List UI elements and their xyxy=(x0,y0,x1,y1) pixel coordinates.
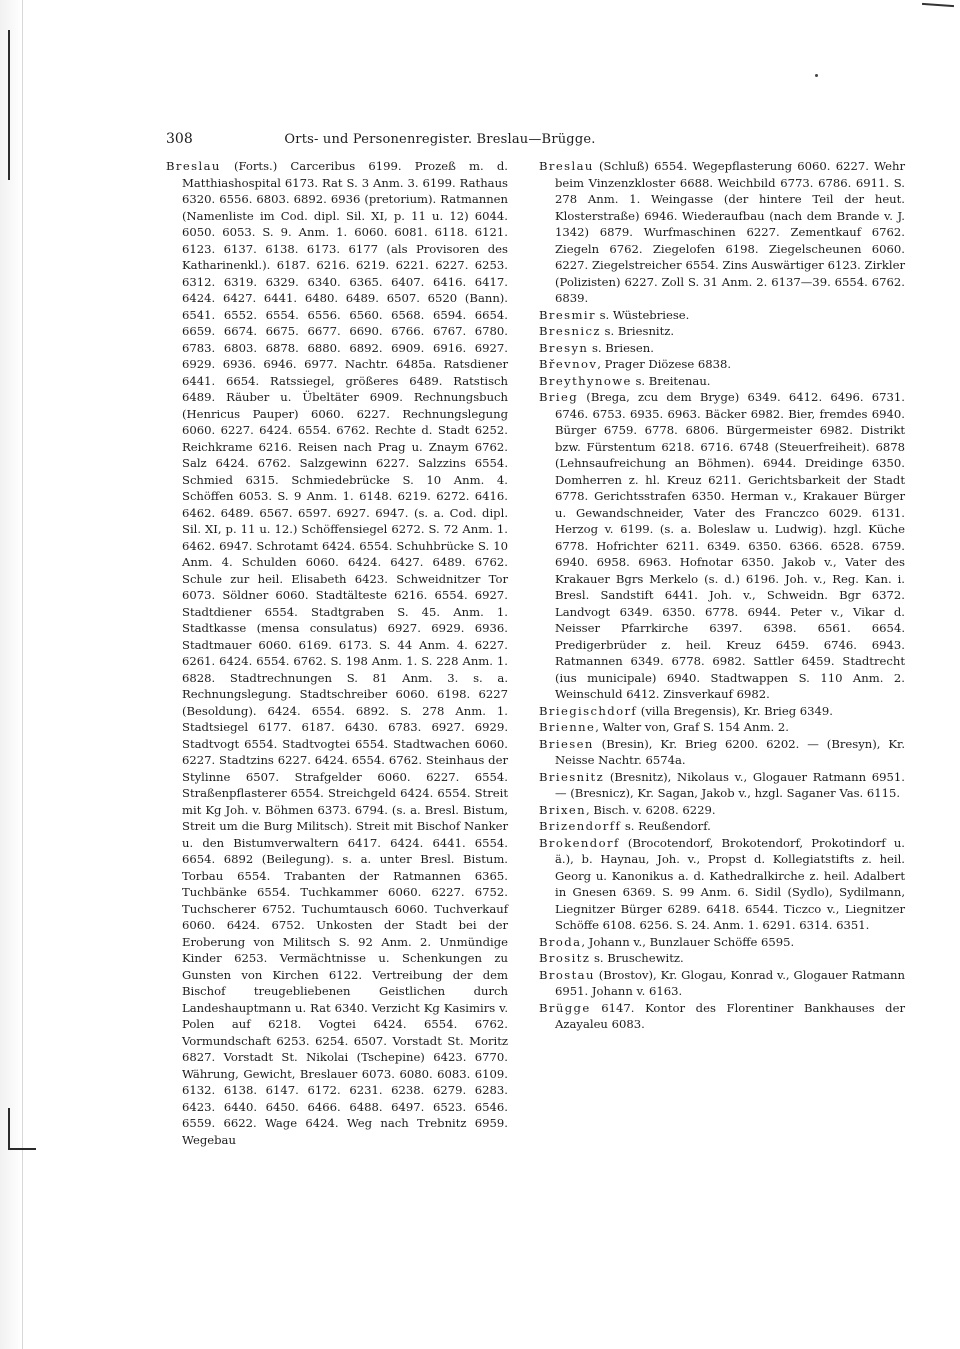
page-header xyxy=(166,131,714,151)
entry-text: s. Wüstebriese. xyxy=(595,307,690,322)
index-entry xyxy=(539,389,905,703)
entry-head: Briesen xyxy=(539,736,594,751)
entry-text: (Bresin), Kr. Brieg 6200. 6202. — (Bresyn), Kr. Neisse Nachtr. 6574a. xyxy=(555,736,905,767)
entry-head: Breslau xyxy=(539,159,594,173)
entry-head: Breythynowe xyxy=(539,373,632,388)
entry-head: Briesnitz xyxy=(539,769,605,784)
index-entry xyxy=(539,703,905,720)
entry-text: (Bresnitz), Nikolaus v., Glogauer Ratmann 6951. — (Bresnicz), Kr. Sagan, Jakob v., hzgl. Saganer Vas. 6115. xyxy=(555,769,905,800)
index-entry xyxy=(539,769,905,802)
entry-text: (Schluß) 6554. Wegepflasterung 6060. 6227. Wehr beim Vinzenzkloster 6688. Weichbild 6773. 6786. 6911. S. 278 Anm. 1. Weingasse (der hintere Teil der heut. Klosterstraße) 6946. Wiederaufbau (nach dem Brande v. J. 1342) 6879. Wurfmaschinen 6227. Zementkauf 6762. Ziegeln 6762. Ziegelofen 6198. Ziegelscheunen 6060. 6227. Ziegelstreicher 6554. Zins Auswärtiger 6123. Zirkler (Polizisten) 6227. Zoll S. 31 Anm. 2. 6137—39. 6554. 6762. 6839. xyxy=(555,159,905,305)
index-entry xyxy=(539,1000,905,1033)
right-column xyxy=(539,158,905,1033)
index-entry xyxy=(539,373,905,390)
index-entry xyxy=(539,719,905,736)
index-entry xyxy=(166,158,508,1148)
entry-text: s. Reußendorf. xyxy=(621,819,711,833)
entry-text: , Bisch. v. 6208. 6229. xyxy=(586,802,716,817)
index-entry xyxy=(539,967,905,1000)
entry-head: Brügge xyxy=(539,1000,591,1015)
entry-head: Bresmir xyxy=(539,307,596,322)
page-number: 308 xyxy=(166,131,193,147)
index-entry xyxy=(539,835,905,934)
entry-head: Bresnicz xyxy=(539,324,601,338)
entry-head: Brostau xyxy=(539,967,595,982)
entry-head: Briegischdorf xyxy=(539,703,638,718)
scan-speck xyxy=(815,74,818,77)
scan-edge xyxy=(0,0,23,1349)
entry-text: s. Briesnitz. xyxy=(600,324,675,338)
index-entry xyxy=(539,950,905,967)
entry-text: s. Bruschewitz. xyxy=(590,951,684,965)
entry-text: , Johann v., Bunzlauer Schöffe 6595. xyxy=(581,934,795,949)
entry-head: Bresyn xyxy=(539,340,589,355)
entry-text: (villa Bregensis), Kr. Brieg 6349. xyxy=(637,703,833,718)
index-entry xyxy=(539,934,905,951)
index-entry xyxy=(539,340,905,357)
index-entry xyxy=(539,323,905,340)
entry-text: 6147. Kontor des Florentiner Bankhauses der Azayaleu 6083. xyxy=(555,1000,905,1031)
entry-head: Brieg xyxy=(539,390,579,404)
index-entry xyxy=(539,736,905,769)
entry-text: , Walter von, Graf S. 154 Anm. 2. xyxy=(595,720,789,734)
entry-text: (Forts.) Carceribus 6199. Prozeß m. d. Matthiashospital 6173. Rat S. 3 Anm. 3. 6199. Rathaus 6320. 6556. 6803. 6892. 6936 (pretorium). Ratmannen (Namenliste im Cod. dipl. Sil. XI, p. 11 u. 12) 6044. 6050. 6053. S. 9. Anm. 1. 6060. 6081. 6118. 6121. 6123. 6137. 6138. 6173. 6177 (als Provisoren des Katharinenkl.). 6187. 6216. 6219. 6221. 6227. 6253. 6312. 6319. 6329. 6340. 6365. 6407. 6416. 6417. 6424. 6427. 6441. 6480. 6489. 6507. 6520 (Bann). 6541. 6552. 6554. 6556. 6560. 6568. 6594. 6654. 6659. 6674. 6675. 6677. 6690. 6766. 6767. 6780. 6783. 6803. 6878. 6880. 6892. 6909. 6916. 6927. 6929. 6936. 6946. 6977. Nachtr. 6485a. Ratsdiener 6441. 6654. Ratssiegel, größeres 6489. Ratstisch 6489. Räuber u. Übeltäter 6909. Rechnungsbuch (Henricus Pauper) 6060. 6227. Rechnungslegung 6060. 6227. 6424. 6554. 6762. Rechte d. Stadt 6252. Reichkrame 6216. Reisen nach Prag u. Znaym 6762. Salz 6424. 6762. Salzgewinn 6227. Salzzins 6554. Schmied 6315. Schmiedebrücke S. 10 Anm. 4. Schöffen 6053. S. 9 Anm. 1. 6148. 6219. 6272. 6416. 6462. 6489. 6567. 6597. 6927. 6947. (s. a. Cod. dipl. Sil. XI, p. 11 u. 12.) Schöffensiegel 6272. S. 72 Anm. 1. 6462. 6947. Schrotamt 6424. 6554. Schuhbrücke S. 10 Anm. 4. Schulden 6060. 6424. 6427. 6489. 6762. Schule zur heil. Elisabeth 6423. Schweidnitzer Tor 6073. Söldner 6060. Stadtälteste 6216. 6554. 6927. Stadtdiener 6554. Stadtgraben S. 45. Anm. 1. Stadtkasse (mensa consulatus) 6927. 6929. 6936. Stadtmauer 6060. 6169. 6173. S. 44 Anm. 4. 6227. 6261. 6424. 6554. 6762. S. 198 Anm. 1. S. 228 Anm. 1. 6828. Stadtrechnungen S. 81 Anm. 3. s. a. Rechnungslegung. Stadtschreiber 6060. 6198. 6227 (Besoldung). 6424. 6554. 6892. S. 278 Anm. 1. Stadtsiegel 6177. 6187. 6430. 6783. 6927. 6929. Stadtvogt 6554. Stadtvogtei 6554. Stadtwachen 6060. 6227. Stadtzins 6227. 6424. 6554. 6762. Steinhaus der Stylinne 6507. Strafgelder 6060. 6227. 6554. Straßenpflasterer 6554. Streichgeld 6424. 6554. Streit mit Kg Joh. v. Böhmen 6373. 6794. (s. a. Bresl. Bistum, Streit um die Burg Militsch). Streit mit Bischof Nanker u. den Bistumverwaltern 6417. 6424. 6441. 6554. 6654. 6892 (Beilegung). s. a. unter Bresl. Bistum. Torbau 6554. Trabanten der Ratmannen 6365. Tuchbänke 6554. Tuchkammer 6060. 6227. 6752. Tuchscherer 6752. Tuchumtausch 6060. Tuchverkauf 6060. 6424. 6752. Unkosten der Stadt bei der Eroberung von Militsch S. 92 Anm. 2. Unmündige Kinder 6253. Vermächtnisse u. Schenkungen zu Gunsten von Kirchen 6122. Vertreibung der dem Bischof treugebliebenen Geistlichen durch Landeshauptmann u. Rat 6340. Verzicht Kg Kasimirs v. Polen auf 6218. Vogtei 6424. 6554. 6762. Vormundschaft 6253. 6254. 6507. Vorstadt St. Moritz 6827. Vorstadt St. Nikolai (Tschepine) 6423. 6770. Währung, Gewicht, Breslauer 6073. 6080. 6083. 6109. 6132. 6138. 6147. 6172. 6231. 6238. 6279. 6283. 6423. 6440. 6450. 6466. 6488. 6497. 6523. 6546. 6559. 6622. Wage 6424. Weg nach Trebnitz 6959. Wegebau xyxy=(182,159,508,1147)
entry-text: (Brostov), Kr. Glogau, Konrad v., Glogauer Ratmann 6951. Johann v. 6163. xyxy=(555,967,905,998)
index-entry xyxy=(539,356,905,373)
index-entry xyxy=(539,307,905,324)
index-entry xyxy=(539,802,905,819)
entry-head: Brixen xyxy=(539,802,587,817)
index-entry xyxy=(539,818,905,835)
entry-text: s. Briesen. xyxy=(588,340,654,355)
entry-head: Brienne xyxy=(539,720,596,734)
scan-mark xyxy=(8,30,10,180)
entry-head: Brizendorff xyxy=(539,819,622,833)
scan-mark xyxy=(922,3,954,7)
entry-head: Breslau xyxy=(166,159,221,173)
entry-head: Břevnov xyxy=(539,357,598,371)
left-column xyxy=(166,158,508,1148)
entry-text: , Prager Diözese 6838. xyxy=(597,357,732,371)
entry-head: Brokendorf xyxy=(539,835,620,850)
entry-head: Brositz xyxy=(539,951,591,965)
entry-head: Broda xyxy=(539,934,582,949)
entry-text: (Brega, zcu dem Bryge) 6349. 6412. 6496. 6731. 6746. 6753. 6935. 6963. Bäcker 6982. Bier, fremdes 6940. Bürger 6759. 6778. 6806. Bürgermeister 6982. Distrikt bzw. Fürstentum 6218. 6716. 6748 (Steuerfreiheit). 6878 (Lehnsaufreichung an Böhmen). 6944. Dreidinge 6350. Domherren z. hl. Kreuz 6211. Gerichtsbarkeit der Stadt 6778. Gerichtsstrafen 6350. Herman v., Krakauer Bürger u. Gewandschneider, Vater des Franczco 6029. 6131. Herzog v. 6199. (s. a. Boleslaw u. Ludwig). hzgl. Küche 6778. Hofrichter 6211. 6349. 6350. 6366. 6528. 6759. 6940. 6958. 6963. Hofnotar 6350. Jakob v., Vater des Krakauer Bgrs Merkelo (s. d.) 6196. Joh. v., Reg. Kan. i. Bresl. Sandstift 6441. Joh. v., Schweidn. Bgr 6372. Landvogt 6349. 6350. 6778. 6944. Peter v., Vikar d. Neisser Pfarrkirche 6397. 6398. 6561. 6654. Predigerbrüder z. heil. Kreuz 6459. 6746. 6943. Ratmannen 6349. 6778. 6982. Sattler 6459. Stadtrecht (ius municipale) 6940. Stadtwappen S. 110 Anm. 2. Weinschuld 6412. Zinsverkauf 6982. xyxy=(555,390,905,701)
entry-text: (Brocotendorf, Brokotendorf, Prokotindorf u. ä.), b. Haynau, Joh. v., Propst d. Kollegiatstifts z. heil. Georg u. Kanonikus a. d. Kathedralkirche z. heil. Adalbert in Gnesen 6369. S. 99 Anm. 6. Sidil (Sydlo), Sydilmann, Liegnitzer Bürger 6289. 6418. 6544. Ticzco v., Liegnitzer Schöffe 6108. 6256. S. 24. Anm. 1. 6291. 6314. 6351. xyxy=(555,835,905,932)
scan-mark xyxy=(8,1108,10,1150)
scan-mark xyxy=(8,1148,36,1150)
running-title: Orts- und Personenregister. Breslau—Brügge. xyxy=(284,132,596,147)
entry-text: s. Breitenau. xyxy=(631,373,711,388)
index-entry xyxy=(539,158,905,307)
